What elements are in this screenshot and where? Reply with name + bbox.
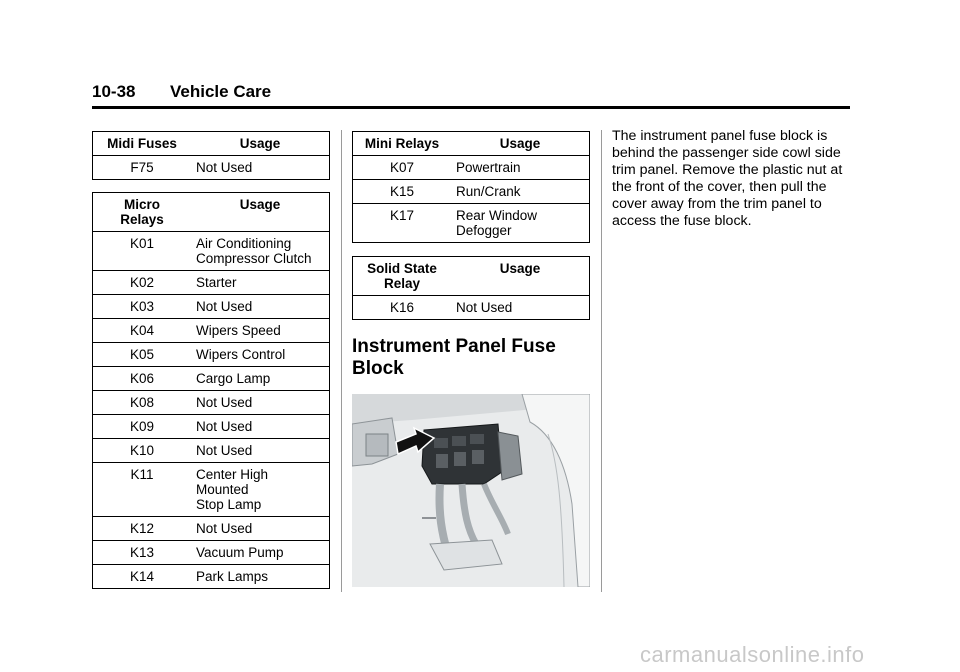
table-row [93, 391, 330, 415]
cell-usage: Not Used [191, 391, 330, 415]
micro-relays-table [92, 192, 330, 589]
solid-state-relay-table [352, 256, 590, 320]
cell-usage: Cargo Lamp [191, 367, 330, 391]
cell-usage: Run/Crank [451, 180, 590, 204]
cell-id: K12 [93, 517, 192, 541]
cell-usage: Park Lamps [191, 565, 330, 589]
column-header-id: Solid State Relay [353, 257, 452, 296]
cell-id: K02 [93, 271, 192, 295]
table-row [353, 296, 590, 320]
cell-id: K08 [93, 391, 192, 415]
column-header-id: Mini Relays [353, 132, 452, 156]
cell-usage: Not Used [191, 295, 330, 319]
table-row [93, 565, 330, 589]
table-row [93, 367, 330, 391]
page-number: 10-38 [92, 82, 136, 101]
cell-usage: Not Used [191, 439, 330, 463]
mini-relays-table [352, 131, 590, 243]
midi-fuses-table [92, 131, 330, 180]
section-title: Vehicle Care [170, 82, 272, 101]
column-header-usage: Usage [451, 132, 590, 156]
column-header-usage: Usage [191, 132, 330, 156]
cell-id: K10 [93, 439, 192, 463]
cell-id: K17 [353, 204, 452, 243]
cell-id: K15 [353, 180, 452, 204]
cell-id: K16 [353, 296, 452, 320]
watermark: carmanualsonline.info [640, 642, 865, 667]
instrument-panel-fuse-block-heading: Instrument Panel Fuse Block [352, 336, 556, 379]
table-row [353, 156, 590, 180]
table-header-row [93, 132, 330, 156]
table-row [93, 232, 330, 271]
cell-id: K13 [93, 541, 192, 565]
cell-id: K07 [353, 156, 452, 180]
cell-usage: Vacuum Pump [191, 541, 330, 565]
table-header-row [353, 132, 590, 156]
cell-usage: Powertrain [451, 156, 590, 180]
cell-id: F75 [93, 156, 192, 180]
table-row [353, 180, 590, 204]
cell-usage: Not Used [451, 296, 590, 320]
table-row [93, 343, 330, 367]
table-row [93, 295, 330, 319]
cell-id: K09 [93, 415, 192, 439]
cell-usage: Not Used [191, 517, 330, 541]
table-row [93, 517, 330, 541]
table-row [353, 204, 590, 243]
table-row [93, 156, 330, 180]
cell-id: K01 [93, 232, 192, 271]
column-header-usage: Usage [191, 193, 330, 232]
table-header-row [93, 193, 330, 232]
column-header-id: Micro Relays [93, 193, 192, 232]
column-header-usage: Usage [451, 257, 590, 296]
cell-usage: Center High Mounted Stop Lamp [191, 463, 330, 517]
cell-id: K14 [93, 565, 192, 589]
fuse-block-photo [352, 394, 590, 587]
cell-usage: Air Conditioning Compressor Clutch [191, 232, 330, 271]
cell-id: K03 [93, 295, 192, 319]
table-row [93, 415, 330, 439]
cell-id: K04 [93, 319, 192, 343]
table-row [93, 463, 330, 517]
cell-usage: Starter [191, 271, 330, 295]
cell-id: K11 [93, 463, 192, 517]
table-row [93, 319, 330, 343]
cell-usage: Not Used [191, 156, 330, 180]
table-row [93, 439, 330, 463]
column-divider-right [601, 130, 602, 592]
column-divider-left [341, 130, 342, 592]
page-header [92, 80, 850, 109]
column-header-id: Midi Fuses [93, 132, 192, 156]
cell-id: K06 [93, 367, 192, 391]
table-row [93, 271, 330, 295]
cell-usage: Wipers Speed [191, 319, 330, 343]
cell-usage: Not Used [191, 415, 330, 439]
cell-id: K05 [93, 343, 192, 367]
instructions-paragraph: The instrument panel fuse block is behind the passenger side cowl side trim panel. Remove the plastic nut at the front of the cover, then pull the cover away from the trim panel to access the fuse block. [612, 128, 843, 229]
cell-usage: Wipers Control [191, 343, 330, 367]
cell-usage: Rear Window Defogger [451, 204, 590, 243]
table-header-row [353, 257, 590, 296]
table-row [93, 541, 330, 565]
